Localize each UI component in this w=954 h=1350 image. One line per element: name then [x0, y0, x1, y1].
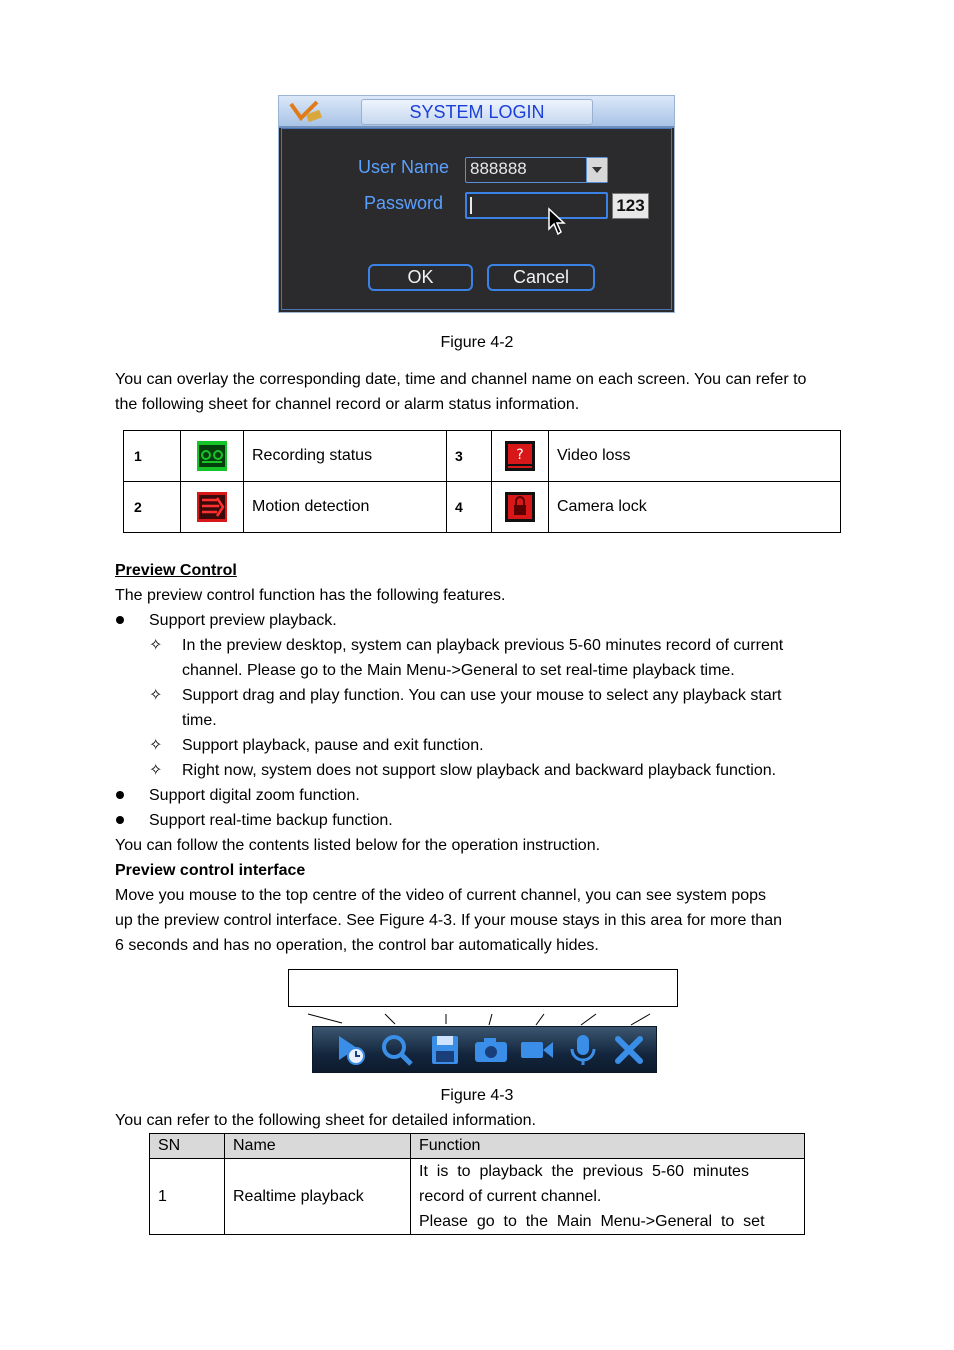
recording-status-icon	[197, 441, 227, 471]
overlay-para-line1: You can overlay the corresponding date, time and channel name on each screen. You can refer to	[115, 371, 807, 388]
dialog-title: SYSTEM LOGIN	[361, 99, 593, 125]
function-table	[149, 1133, 805, 1235]
diamond-bullet-icon: ✧	[149, 687, 163, 704]
svg-text:?: ?	[516, 447, 524, 463]
username-label: User Name	[358, 157, 450, 177]
table-row	[124, 482, 841, 533]
video-loss-icon	[505, 441, 535, 471]
username-select[interactable]	[465, 157, 608, 183]
function-line: It is to playback the previous 5-60 minutes	[419, 1163, 749, 1180]
cancel-button[interactable]: Cancel	[487, 264, 595, 291]
diamond-bullet-icon: ✧	[149, 762, 163, 779]
status-label: Camera lock	[549, 482, 841, 533]
bullet-text: Support real-time backup function.	[149, 812, 393, 829]
preview-control-toolbar	[312, 1026, 657, 1073]
table-cell-sn: 1	[150, 1159, 225, 1235]
bullet-dot	[116, 616, 124, 624]
bullet-text: Support preview playback.	[149, 612, 337, 629]
microphone-icon[interactable]	[565, 1032, 601, 1068]
row-number: 3	[447, 431, 492, 482]
dialog-titlebar	[279, 96, 674, 128]
callout-box	[288, 969, 678, 1007]
row-number: 1	[124, 431, 181, 482]
realtime-playback-icon[interactable]	[333, 1032, 369, 1068]
column-header: Name	[225, 1134, 411, 1159]
dialog-body	[281, 128, 672, 310]
preview-intro: The preview control function has the following features.	[115, 587, 506, 604]
status-label: Recording status	[244, 431, 447, 482]
table-header-row	[150, 1134, 805, 1159]
text-cursor	[470, 197, 472, 214]
interface-heading: Preview control interface	[115, 862, 306, 879]
table-row	[150, 1159, 805, 1235]
sub-bullet-text: Support playback, pause and exit function.	[182, 737, 484, 754]
figure-4-3-caption: Figure 4-3	[440, 1087, 514, 1104]
status-label: Motion detection	[244, 482, 447, 533]
column-header: SN	[150, 1134, 225, 1159]
password-input[interactable]	[465, 192, 608, 219]
record-video-icon[interactable]	[519, 1032, 555, 1068]
bullet-text: Support digital zoom function.	[149, 787, 360, 804]
follow-text: You can follow the contents listed below for the operation instruction.	[115, 837, 601, 854]
function-line: Please go to the Main Menu->General to set	[419, 1213, 765, 1230]
column-header: Function	[411, 1134, 805, 1159]
table-cell-function	[411, 1159, 805, 1235]
keyboard-icon[interactable]: 123	[612, 193, 649, 219]
overlay-para-line2: the following sheet for channel record or alarm status information.	[115, 396, 580, 413]
sub-bullet-text: Support drag and play function. You can use your mouse to select any playback start	[182, 687, 782, 704]
login-logo-icon	[287, 98, 325, 126]
camera-lock-icon	[505, 492, 535, 522]
interface-para-line1: Move you mouse to the top centre of the video of current channel, you can see system pops	[115, 887, 767, 904]
sub-bullet-text: Right now, system does not support slow playback and backward playback function.	[182, 762, 777, 779]
status-label: Video loss	[549, 431, 841, 482]
sub-bullet-text: time.	[182, 712, 217, 729]
ok-button[interactable]: OK	[368, 264, 473, 291]
refer-text: You can refer to the following sheet for detailed information.	[115, 1112, 536, 1129]
motion-detection-icon	[197, 492, 227, 522]
status-icon-table	[123, 430, 841, 533]
digital-zoom-icon[interactable]	[379, 1032, 415, 1068]
table-row	[124, 431, 841, 482]
backup-save-icon[interactable]	[427, 1032, 463, 1068]
snapshot-camera-icon[interactable]	[473, 1032, 509, 1068]
close-icon[interactable]	[611, 1032, 647, 1068]
mouse-pointer-icon	[547, 207, 569, 237]
interface-para-line3: 6 seconds and has no operation, the control bar automatically hides.	[115, 937, 599, 954]
preview-control-heading: Preview Control	[115, 562, 237, 579]
password-label: Password	[364, 193, 444, 213]
chevron-down-icon[interactable]	[586, 158, 607, 182]
sub-bullet-text: In the preview desktop, system can playback previous 5-60 minutes record of current	[182, 637, 784, 654]
figure-4-2-caption: Figure 4-2	[440, 334, 514, 351]
function-line: record of current channel.	[419, 1188, 602, 1205]
interface-para-line2: up the preview control interface. See Figure 4-3. If your mouse stays in this area for more than	[115, 912, 782, 929]
username-value: 888888	[470, 159, 527, 178]
diamond-bullet-icon: ✧	[149, 637, 163, 654]
bullet-dot	[116, 816, 124, 824]
bullet-dot	[116, 791, 124, 799]
row-number: 2	[124, 482, 181, 533]
table-cell-name: Realtime playback	[225, 1159, 411, 1235]
row-number: 4	[447, 482, 492, 533]
sub-bullet-text: channel. Please go to the Main Menu->General to set real-time playback time.	[182, 662, 735, 679]
diamond-bullet-icon: ✧	[149, 737, 163, 754]
system-login-dialog	[278, 95, 675, 313]
